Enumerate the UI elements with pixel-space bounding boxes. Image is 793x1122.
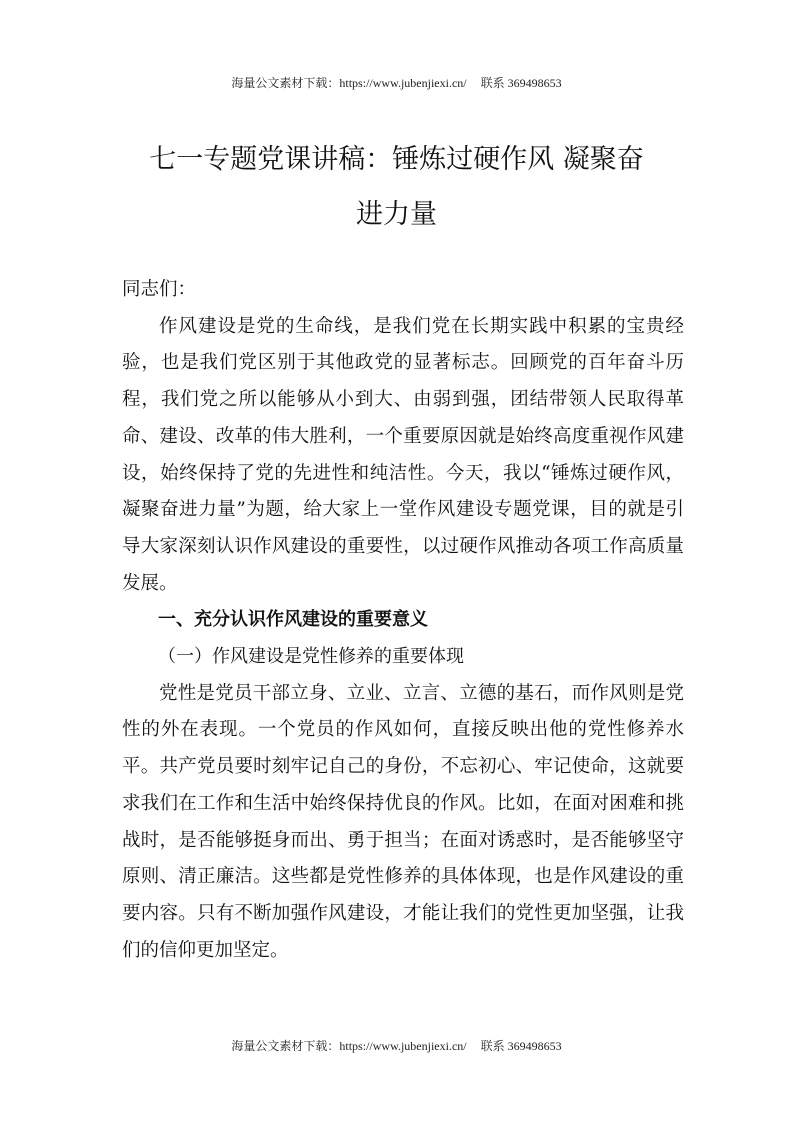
footer-url[interactable]: https://www.jubenjiexi.cn/ (339, 1039, 467, 1053)
document-body (122, 272, 684, 969)
intro-paragraph: 作风建设是党的生命线，是我们党在长期实践中积累的宝贵经验，也是我们党区别于其他政党的显著标志。回顾党的百年奋斗历程，我们党之所以能够从小到大、由弱到强，团结带领人民取得革命、建设、改革的伟大胜利，一个重要原因就是始终高度重视作风建设，始终保持了党的先进性和纯洁性。今天，我以“锤炼过硬作风，凝聚奋进力量”为题，给大家上一堂作风建设专题党课，目的就是引导大家深刻认识作风建设的重要性，以过硬作风推动各项工作高质量发展。 (122, 315, 684, 594)
document-title (110, 132, 683, 242)
header-url[interactable]: https://www.jubenjiexi.cn/ (339, 76, 467, 90)
page-footer (0, 1037, 793, 1054)
section-1-heading: 一、充分认识作风建设的重要意义 (158, 609, 428, 631)
header-contact: 联系 369498653 (480, 76, 562, 90)
subsection-1-paragraph: 党性是党员干部立身、立业、立言、立德的基石，而作风则是党性的外在表现。一个党员的作风如何，直接反映出他的党性修养水平。共产党员要时刻牢记自己的身份，不忘初心、牢记使命，这就要求我们在工作和生活中始终保持优良的作风。比如，在面对困难和挑战时，是否能够挺身而出、勇于担当；在面对诱惑时，是否能够坚守原则、清正廉洁。这些都是党性修养的具体体现，也是作风建设的重要内容。只有不断加强作风建设，才能让我们的党性更加坚强，让我们的信仰更加坚定。 (122, 682, 684, 961)
title-line-2: 进力量 (356, 199, 437, 230)
page-header (0, 74, 793, 91)
header-label: 海量公文素材下载： (231, 76, 340, 90)
subsection-1-heading: （一）作风建设是党性修养的重要体现 (158, 646, 464, 668)
salutation: 同志们： (122, 279, 197, 300)
title-line-1: 七一专题党课讲稿：锤炼过硬作风 凝聚奋 (149, 144, 644, 175)
footer-contact: 联系 369498653 (480, 1039, 562, 1053)
footer-label: 海量公文素材下载： (231, 1039, 340, 1053)
